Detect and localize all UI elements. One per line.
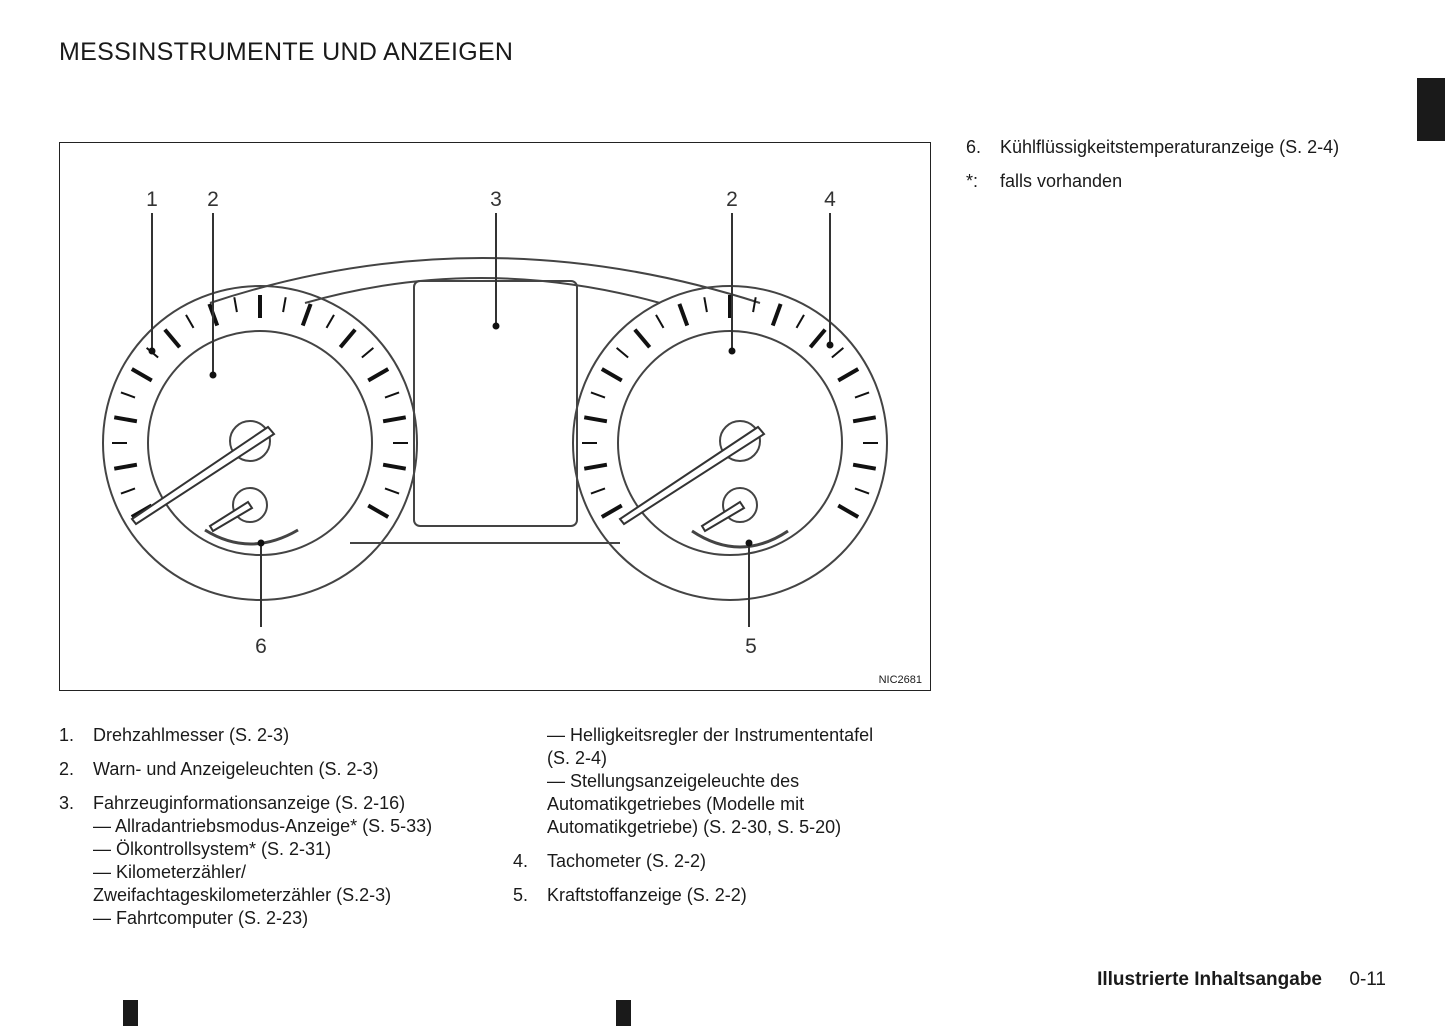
item-text: Warn- und Anzeigeleuchten (S. 2-3) xyxy=(93,759,379,779)
sub-item: — Kilometerzähler/ xyxy=(93,862,247,882)
callout-label: 1 xyxy=(146,188,158,211)
gauge-tick xyxy=(303,304,311,326)
gauge-tick xyxy=(617,348,628,358)
sub-item: — Helligkeitsregler der Instrumententafel xyxy=(547,725,874,745)
footer-section-title: Illustrierte Inhaltsangabe xyxy=(1097,969,1322,990)
figure-code: NIC2681 xyxy=(878,674,922,686)
callout-label: 4 xyxy=(824,188,836,211)
legend-list-right xyxy=(966,136,1386,204)
cluster-diagram xyxy=(60,143,932,692)
callout-dot xyxy=(493,323,500,330)
list-item xyxy=(59,724,489,747)
sub-item: — Allradantriebsmodus-Anzeige* (S. 5-33) xyxy=(93,816,433,836)
item-number: *: xyxy=(966,171,979,191)
item-text: Kühlflüssigkeitstemperaturanzeige (S. 2-4) xyxy=(1000,137,1340,157)
item-text: Tachometer (S. 2-2) xyxy=(547,851,707,871)
sub-item: — Stellungsanzeigeleuchte des xyxy=(547,771,800,791)
gauge-tick xyxy=(121,488,135,493)
crop-mark xyxy=(123,1000,138,1026)
temperature-needle xyxy=(210,502,252,531)
callout-label: 2 xyxy=(207,188,219,211)
gauge-tick xyxy=(121,392,135,397)
section-tab-marker xyxy=(1417,78,1445,141)
continuation-block xyxy=(513,724,933,839)
item-number: 4. xyxy=(513,851,529,871)
gauge-tick xyxy=(855,488,869,493)
cluster-outline xyxy=(210,258,760,543)
gauge-tick xyxy=(853,417,876,421)
gauge-tick xyxy=(165,330,180,348)
gauge-tick xyxy=(368,506,388,518)
gauge-tick xyxy=(602,506,622,518)
gauge-tick xyxy=(797,315,805,328)
item-text: Drehzahlmesser (S. 2-3) xyxy=(93,725,290,745)
callout-dot xyxy=(827,342,834,349)
callout-label: 6 xyxy=(255,635,267,658)
gauge-tick xyxy=(584,417,607,421)
callout-dot xyxy=(258,540,265,547)
callout-label: 5 xyxy=(745,635,757,658)
gauge-tick xyxy=(656,315,664,328)
gauge-tick xyxy=(704,297,707,312)
gauge-tick xyxy=(753,297,756,312)
gauge-tick xyxy=(327,315,335,328)
gauge-tick xyxy=(853,465,876,469)
list-item xyxy=(59,792,489,930)
gauge-tick xyxy=(602,369,622,381)
gauge-tick xyxy=(368,369,388,381)
item-text: falls vorhanden xyxy=(1000,171,1123,191)
page-number: 0-11 xyxy=(1349,969,1386,990)
gauge-tick xyxy=(132,369,152,381)
gauge-tick xyxy=(234,297,237,312)
crop-mark xyxy=(616,1000,631,1026)
callout-dot xyxy=(149,348,156,355)
gauge-tick xyxy=(635,330,650,348)
right-gauge xyxy=(573,286,887,600)
gauge-tick xyxy=(832,348,843,358)
legend-list-middle xyxy=(513,724,933,918)
gauge-tick xyxy=(773,304,781,326)
gauge-tick xyxy=(114,417,137,421)
list-item xyxy=(59,758,489,781)
sub-item: (S. 2-4) xyxy=(547,748,608,768)
gauge-tick xyxy=(810,330,825,348)
gauge-tick xyxy=(362,348,373,358)
callout-dot xyxy=(729,348,736,355)
item-number: 6. xyxy=(966,137,982,157)
sub-item: — Fahrtcomputer (S. 2-23) xyxy=(93,908,309,928)
legend-list-left xyxy=(59,724,489,941)
sub-item: Zweifachtageskilometerzähler (S.2-3) xyxy=(93,885,392,905)
item-text: Fahrzeuginformationsanzeige (S. 2-16) xyxy=(93,793,406,813)
page-title: MESSINSTRUMENTE UND ANZEIGEN xyxy=(59,38,514,66)
item-text: Kraftstoffanzeige (S. 2-2) xyxy=(547,885,747,905)
gauge-tick xyxy=(855,392,869,397)
gauge-tick xyxy=(385,392,399,397)
item-number: 3. xyxy=(59,793,75,813)
gauge-tick xyxy=(283,297,286,312)
item-number: 1. xyxy=(59,725,75,745)
gauge-tick xyxy=(385,488,399,493)
list-item xyxy=(966,136,1386,159)
gauge-tick xyxy=(383,417,406,421)
sub-item: Automatikgetriebes (Modelle mit xyxy=(547,794,805,814)
gauge-tick xyxy=(591,488,605,493)
item-number: 2. xyxy=(59,759,75,779)
list-item xyxy=(966,170,1386,193)
leader-lines xyxy=(152,213,830,627)
callout-label: 3 xyxy=(490,188,502,211)
item-number: 5. xyxy=(513,885,529,905)
gauge-tick xyxy=(383,465,406,469)
sub-item: Automatikgetriebe) (S. 2-30, S. 5-20) xyxy=(547,817,842,837)
gauge-tick xyxy=(591,392,605,397)
gauge-tick xyxy=(679,304,687,326)
callout-label: 2 xyxy=(726,188,738,211)
gauge-tick xyxy=(584,465,607,469)
sub-item: — Ölkontrollsystem* (S. 2-31) xyxy=(93,839,332,859)
list-item xyxy=(513,850,933,873)
gauge-tick xyxy=(186,315,194,328)
needles xyxy=(132,427,764,531)
gauge-tick xyxy=(114,465,137,469)
callout-dot xyxy=(210,372,217,379)
list-item xyxy=(513,884,933,907)
gauge-tick xyxy=(838,369,858,381)
gauge-tick xyxy=(340,330,355,348)
instrument-cluster-figure xyxy=(59,142,931,691)
gauge-tick xyxy=(838,506,858,518)
callout-dot xyxy=(746,540,753,547)
